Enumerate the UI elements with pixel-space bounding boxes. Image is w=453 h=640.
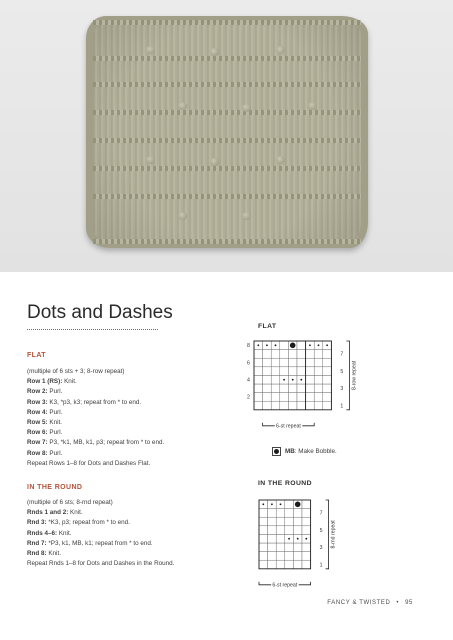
instruction-label: Row 2: xyxy=(27,388,48,396)
legend-text: : Make Bobble. xyxy=(294,448,337,455)
instruction-label: Row 7: xyxy=(27,439,48,447)
instruction-label: Rnds 1 and 2: xyxy=(27,509,69,517)
purl-dot xyxy=(297,538,299,540)
chart-cell xyxy=(276,560,285,569)
instruction-text: Knit. xyxy=(57,529,72,537)
row-label: 5 xyxy=(319,527,323,534)
instruction-text: Repeat Rnds 1–8 for Dots and Dashes in the Round. xyxy=(27,560,175,568)
chart-cell xyxy=(302,500,311,509)
chart-cell xyxy=(276,534,285,543)
chart-cell xyxy=(293,560,302,569)
footer-section: FANCY & TWISTED xyxy=(327,600,391,606)
chart-cell xyxy=(302,543,311,552)
bobble-mark xyxy=(295,502,301,508)
row-label: 6 xyxy=(247,360,250,367)
row-label: 3 xyxy=(319,545,323,552)
chart-cell xyxy=(268,517,277,526)
round-heading: IN THE ROUND xyxy=(27,484,83,491)
chart-cell xyxy=(268,543,277,552)
chart-cell xyxy=(276,509,285,518)
chart-cell xyxy=(293,509,302,518)
instruction-text: (multiple of 6 sts; 8-rnd repeat) xyxy=(27,499,113,506)
instruction-text: *K3, p3; repeat from * to end. xyxy=(46,519,130,527)
instruction-text: Purl. xyxy=(47,408,63,416)
purl-dot xyxy=(271,503,273,505)
chart-cell xyxy=(285,509,294,518)
page-number: 95 xyxy=(405,600,413,606)
chart-cell xyxy=(285,552,294,561)
instruction-text: Purl. xyxy=(47,449,63,457)
instruction-text: Purl. xyxy=(47,429,63,437)
instruction-label: Row 4: xyxy=(27,408,48,416)
purl-dot xyxy=(305,538,307,540)
row-repeat-bracket xyxy=(326,500,329,569)
purl-dot xyxy=(262,503,264,505)
instruction-label: Row 5: xyxy=(27,419,48,427)
page-title: Dots and Dashes xyxy=(27,302,173,323)
chart-cell xyxy=(285,517,294,526)
chart-cell xyxy=(302,560,311,569)
chart-cell xyxy=(285,500,294,509)
chart-cell xyxy=(276,552,285,561)
chart-cell xyxy=(276,543,285,552)
purl-dot xyxy=(280,503,282,505)
chart-cell xyxy=(276,517,285,526)
instruction-label: Rnd 3: xyxy=(27,519,47,527)
instruction-label: Rnd 7: xyxy=(27,539,47,547)
chart-cell xyxy=(259,543,268,552)
stitch-repeat-label: 6-st repeat xyxy=(272,582,298,589)
flat-heading: FLAT xyxy=(27,352,46,359)
chart-cell xyxy=(302,517,311,526)
row-label: 8 xyxy=(247,343,250,350)
stitch-repeat-label: 6-st repeat xyxy=(275,423,301,430)
instruction-text: Knit. xyxy=(46,550,61,558)
row-label: 7 xyxy=(319,510,323,517)
chart-cell xyxy=(302,509,311,518)
instruction-label: Rnd 8: xyxy=(27,550,47,558)
purl-dot xyxy=(288,538,290,540)
chart-cell xyxy=(293,517,302,526)
instruction-label: Row 3: xyxy=(27,398,48,406)
chart-cell xyxy=(302,526,311,535)
instruction-text: Knit. xyxy=(62,378,77,386)
flat-chart-title: FLAT xyxy=(258,323,277,330)
legend-symbol: MB xyxy=(285,448,295,455)
instruction-text: Knit. xyxy=(68,509,83,517)
chart-cell xyxy=(268,560,277,569)
chart-cell xyxy=(285,543,294,552)
chart-cell xyxy=(293,526,302,535)
instruction-text: (multiple of 6 sts + 3; 8-row repeat) xyxy=(27,368,125,375)
instruction-label: Row 1 (RS): xyxy=(27,378,63,386)
instruction-text: P3, *k1, MB, k1, p3; repeat from * to end. xyxy=(47,439,165,447)
row-label: 1 xyxy=(319,562,323,569)
round-chart-title: IN THE ROUND xyxy=(258,480,312,487)
chart-cell xyxy=(259,552,268,561)
instruction-text: *P3, k1, MB, k1; repeat from * to end. xyxy=(46,539,153,547)
chart-cell xyxy=(293,552,302,561)
chart-cell xyxy=(259,509,268,518)
row-repeat-label: 8-rnd repeat xyxy=(330,520,337,549)
chart-cell xyxy=(268,552,277,561)
chart-cell xyxy=(285,560,294,569)
chart-cell xyxy=(259,534,268,543)
row-label: 7 xyxy=(340,351,344,358)
row-label: 1 xyxy=(340,403,344,410)
instruction-text: Repeat Rows 1–8 for Dots and Dashes Flat. xyxy=(27,459,151,467)
footer-separator: • xyxy=(396,600,400,606)
instruction-label: Row 6: xyxy=(27,429,48,437)
chart-cell xyxy=(293,543,302,552)
row-label: 2 xyxy=(247,394,250,401)
chart-cell xyxy=(268,526,277,535)
instruction-text: Knit. xyxy=(47,419,62,427)
chart-cell xyxy=(259,517,268,526)
row-label: 3 xyxy=(340,386,344,393)
chart-cell xyxy=(268,534,277,543)
instruction-label: Row 8: xyxy=(27,449,48,457)
row-label: 5 xyxy=(340,368,344,375)
row-label: 4 xyxy=(247,377,250,384)
chart-cell xyxy=(259,526,268,535)
instruction-text: Purl. xyxy=(47,388,63,396)
row-repeat-label: 8-row repeat xyxy=(351,360,358,390)
page-footer xyxy=(327,600,413,606)
instruction-label: Rnds 4–6: xyxy=(27,529,58,537)
chart-cell xyxy=(285,526,294,535)
chart-cell xyxy=(259,560,268,569)
chart-cell xyxy=(302,552,311,561)
chart-cell xyxy=(276,526,285,535)
instruction-text: K3, *p3, k3; repeat from * to end. xyxy=(47,398,142,406)
chart-cell xyxy=(268,509,277,518)
